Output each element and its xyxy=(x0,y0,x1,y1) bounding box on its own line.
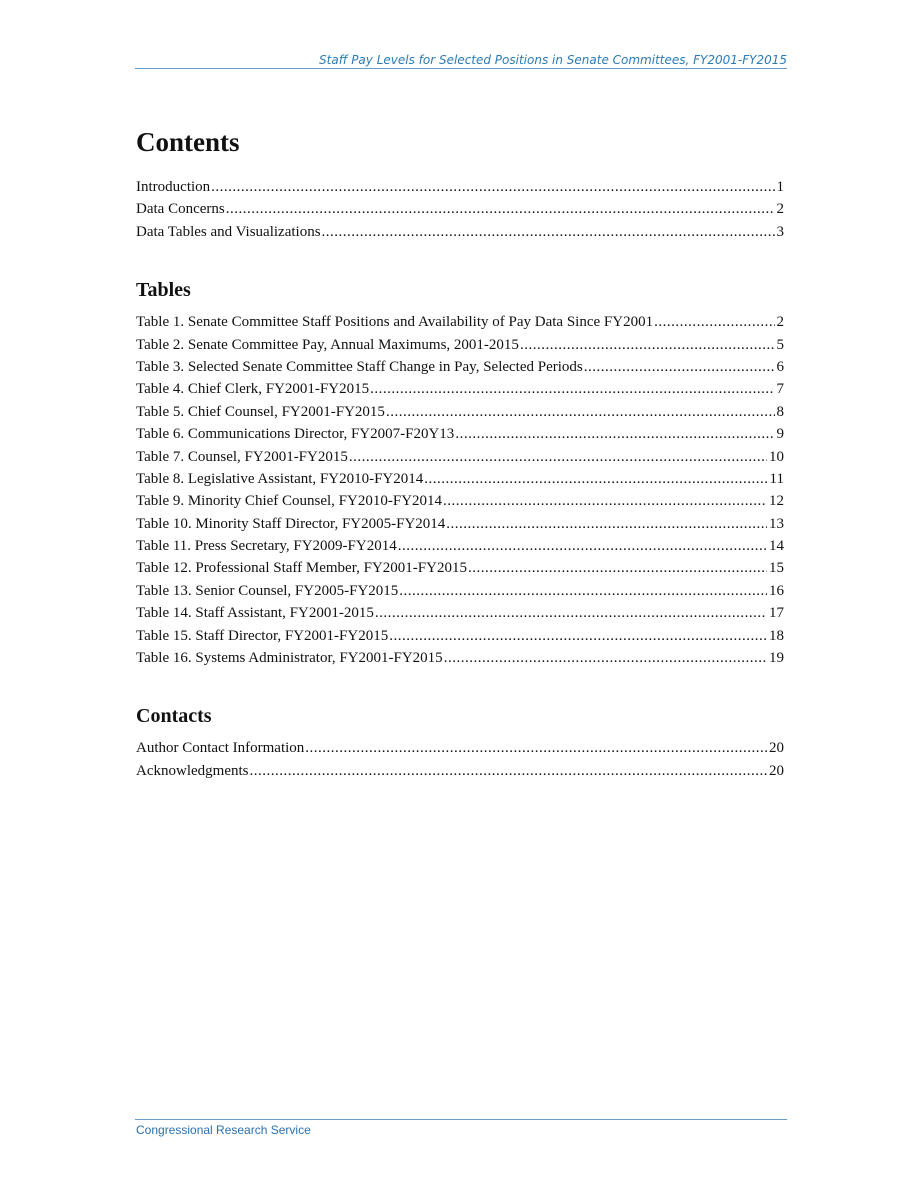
toc-entry-table-9[interactable] xyxy=(136,490,784,512)
toc-entry-label: Introduction xyxy=(136,179,211,195)
dot-leader xyxy=(375,602,767,624)
toc-entry-table-6[interactable] xyxy=(136,423,784,445)
toc-entry-table-2[interactable] xyxy=(136,334,784,356)
toc-entry-page: 12 xyxy=(769,493,784,510)
toc-entry-page: 18 xyxy=(769,627,784,644)
dot-leader xyxy=(349,446,767,468)
contacts-section xyxy=(136,703,784,782)
dot-leader xyxy=(226,198,775,220)
contents-heading: Contents xyxy=(136,127,240,157)
toc-entry-data-concerns[interactable] xyxy=(136,198,784,220)
toc-entry-page: 16 xyxy=(769,582,784,599)
dot-leader xyxy=(322,221,775,243)
toc-entry-page: 2 xyxy=(776,314,784,331)
toc-entry-table-1[interactable] xyxy=(136,311,784,333)
toc-entry-page: 9 xyxy=(776,426,784,443)
toc-entry-label: Table 12. Professional Staff Member, FY2001-FY2015 xyxy=(136,560,467,577)
contents-section xyxy=(136,124,784,243)
toc-entry-page: 19 xyxy=(769,650,784,667)
toc-entry-label: Table 10. Minority Staff Director, FY2005-FY2014 xyxy=(136,515,446,532)
dot-leader xyxy=(443,490,767,512)
dot-leader xyxy=(424,468,767,490)
toc-entry-page: 10 xyxy=(769,448,784,465)
contents-list xyxy=(136,176,784,243)
toc-entry-label: Table 1. Senate Committee Staff Positions and Availability of Pay Data Since FY2001 xyxy=(136,314,654,331)
toc-entry-introduction[interactable] xyxy=(136,176,784,198)
toc-entry-author-contact[interactable] xyxy=(136,737,784,759)
tables-list xyxy=(136,311,784,669)
dot-leader xyxy=(399,580,767,602)
toc-entry-label: Table 11. Press Secretary, FY2009-FY2014 xyxy=(136,538,397,555)
running-header-title: Staff Pay Levels for Selected Positions in Senate Committees, FY2001-FY2015 xyxy=(319,53,787,67)
toc-entry-label: Table 16. Systems Administrator, FY2001-FY2015 xyxy=(136,650,443,667)
dot-leader xyxy=(520,334,775,356)
dot-leader xyxy=(446,513,767,535)
toc-entry-page: 14 xyxy=(769,538,784,555)
header-divider xyxy=(135,68,787,69)
dot-leader xyxy=(584,356,775,378)
tables-section xyxy=(136,277,784,669)
dot-leader xyxy=(654,311,774,333)
dot-leader xyxy=(249,760,767,782)
toc-entry-label: Table 3. Selected Senate Committee Staff Change in Pay, Selected Periods xyxy=(136,358,583,375)
toc-entry-data-tables[interactable] xyxy=(136,221,784,243)
contacts-heading: Contacts xyxy=(136,705,212,728)
dot-leader xyxy=(468,557,767,579)
toc-entry-label: Table 8. Legislative Assistant, FY2010-FY2014 xyxy=(136,470,424,487)
dot-leader xyxy=(389,625,767,647)
toc-entry-label: Table 13. Senior Counsel, FY2005-FY2015 xyxy=(136,582,399,599)
toc-entry-table-8[interactable] xyxy=(136,468,784,490)
toc-entry-table-15[interactable] xyxy=(136,625,784,647)
toc-entry-label: Table 5. Chief Counsel, FY2001-FY2015 xyxy=(136,403,385,420)
toc-entry-page: 5 xyxy=(776,336,784,353)
toc-entry-label: Table 15. Staff Director, FY2001-FY2015 xyxy=(136,627,389,644)
toc-entry-table-7[interactable] xyxy=(136,446,784,468)
toc-entry-label: Table 14. Staff Assistant, FY2001-2015 xyxy=(136,605,374,622)
toc-entry-page: 8 xyxy=(776,403,784,420)
toc-entry-page: 3 xyxy=(776,223,784,240)
table-of-contents xyxy=(136,124,784,782)
dot-leader xyxy=(386,401,775,423)
dot-leader xyxy=(398,535,767,557)
toc-entry-page: 15 xyxy=(769,560,784,577)
footer-divider xyxy=(135,1119,787,1120)
toc-entry-table-4[interactable] xyxy=(136,378,784,400)
toc-entry-table-3[interactable] xyxy=(136,356,784,378)
toc-entry-page: 20 xyxy=(769,740,784,757)
toc-entry-label: Data Tables and Visualizations xyxy=(136,223,321,240)
toc-entry-page: 20 xyxy=(769,762,784,779)
toc-entry-table-5[interactable] xyxy=(136,401,784,423)
toc-entry-page: 13 xyxy=(769,515,784,532)
toc-entry-page: 7 xyxy=(776,381,784,398)
dot-leader xyxy=(211,176,774,198)
toc-entry-table-14[interactable] xyxy=(136,602,784,624)
toc-entry-table-11[interactable] xyxy=(136,535,784,557)
dot-leader xyxy=(444,647,767,669)
toc-entry-table-16[interactable] xyxy=(136,647,784,669)
toc-entry-page: 2 xyxy=(776,201,784,218)
toc-entry-table-12[interactable] xyxy=(136,557,784,579)
toc-entry-label: Table 2. Senate Committee Pay, Annual Maximums, 2001-2015 xyxy=(136,336,519,353)
toc-entry-table-13[interactable] xyxy=(136,580,784,602)
toc-entry-label: Table 9. Minority Chief Counsel, FY2010-FY2014 xyxy=(136,493,443,510)
toc-entry-label: Table 7. Counsel, FY2001-FY2015 xyxy=(136,448,348,465)
dot-leader xyxy=(370,378,774,400)
dot-leader xyxy=(305,737,767,759)
toc-entry-page: 1 xyxy=(776,179,784,195)
toc-entry-label: Author Contact Information xyxy=(136,740,305,757)
toc-entry-acknowledgments[interactable] xyxy=(136,760,784,782)
contacts-list xyxy=(136,737,784,782)
tables-heading: Tables xyxy=(136,279,191,302)
toc-entry-label: Table 6. Communications Director, FY2007-F20Y13 xyxy=(136,426,455,443)
toc-entry-label: Acknowledgments xyxy=(136,762,249,779)
footer-organization: Congressional Research Service xyxy=(136,1123,311,1137)
toc-entry-label: Table 4. Chief Clerk, FY2001-FY2015 xyxy=(136,381,370,398)
toc-entry-page: 11 xyxy=(769,470,784,487)
toc-entry-table-10[interactable] xyxy=(136,513,784,535)
toc-entry-page: 6 xyxy=(776,358,784,375)
dot-leader xyxy=(455,423,774,445)
toc-entry-label: Data Concerns xyxy=(136,201,225,218)
toc-entry-page: 17 xyxy=(769,605,784,622)
